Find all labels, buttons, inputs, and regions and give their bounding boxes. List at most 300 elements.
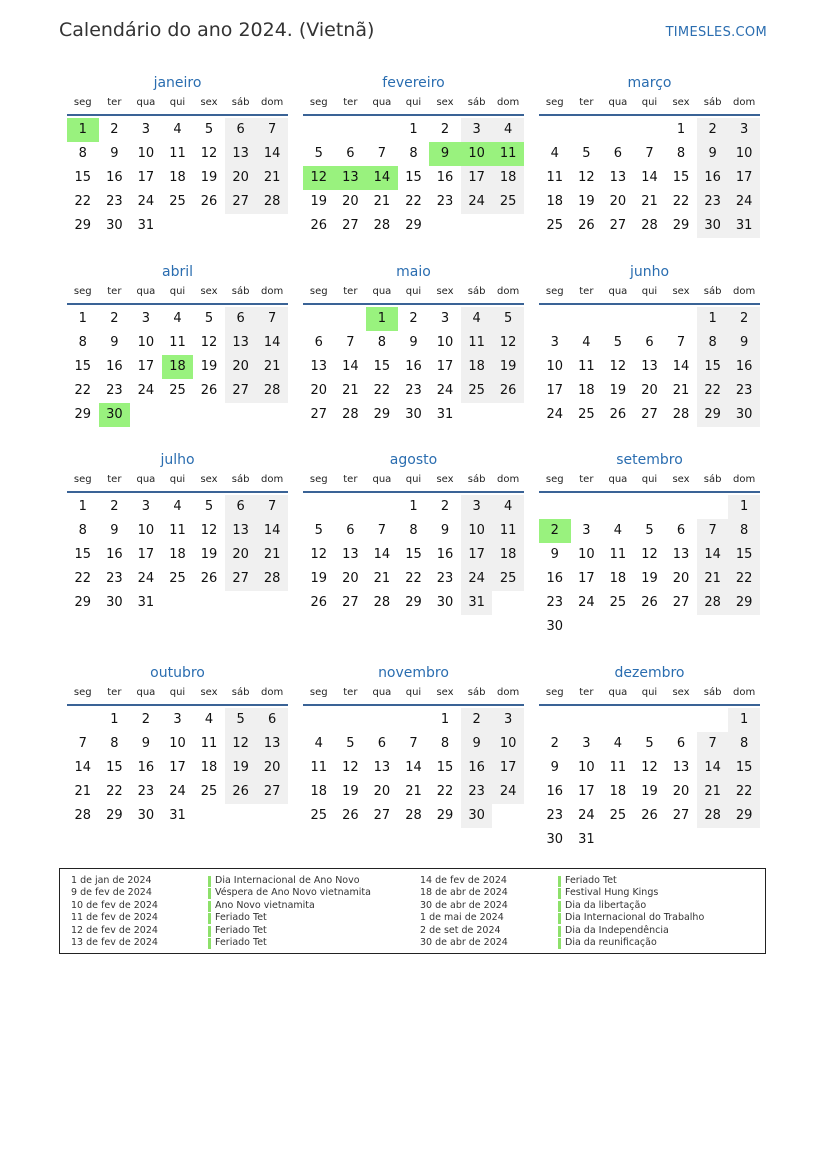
empty-cell bbox=[335, 495, 367, 519]
month-name: novembro bbox=[378, 665, 449, 681]
day-cell: 6 bbox=[225, 495, 257, 519]
empty-cell bbox=[539, 307, 571, 331]
day-cell: 24 bbox=[137, 571, 155, 586]
day-cell: 24 bbox=[728, 190, 760, 214]
empty-cell bbox=[634, 495, 666, 519]
day-cell: 30 bbox=[546, 619, 564, 634]
day-cell: 15 bbox=[74, 170, 92, 185]
weekday-label: sáb bbox=[467, 687, 486, 698]
weekday-header bbox=[539, 471, 760, 493]
day-grid bbox=[539, 708, 760, 852]
day-cell: 12 bbox=[342, 760, 359, 775]
day-cell: 17 bbox=[436, 359, 454, 374]
weekday-header bbox=[67, 471, 288, 493]
day-cell: 17 bbox=[461, 166, 493, 190]
weekday-label: sáb bbox=[231, 687, 250, 698]
day-cell: 23 bbox=[106, 571, 123, 586]
empty-cell bbox=[728, 615, 760, 639]
page-title: Calendário do ano 2024. (Vietnã) bbox=[59, 19, 375, 41]
day-cell: 1 bbox=[728, 708, 760, 732]
day-cell: 28 bbox=[373, 595, 391, 610]
day-cell: 4 bbox=[613, 736, 623, 751]
day-cell: 14 bbox=[256, 331, 288, 355]
weekday-label: sex bbox=[200, 286, 218, 297]
day-cell: 26 bbox=[200, 383, 218, 398]
day-cell: 26 bbox=[578, 218, 595, 233]
weekday-label: sáb bbox=[703, 97, 722, 108]
day-cell: 20 bbox=[310, 383, 328, 398]
empty-cell bbox=[225, 591, 257, 615]
weekday-label: sáb bbox=[703, 286, 722, 297]
weekday-label: qui bbox=[641, 286, 658, 297]
empty-cell bbox=[539, 708, 571, 732]
day-cell: 10 bbox=[578, 760, 595, 775]
empty-cell bbox=[256, 214, 288, 238]
day-cell: 14 bbox=[74, 760, 92, 775]
weekday-label: sex bbox=[436, 286, 454, 297]
day-cell: 8 bbox=[110, 736, 119, 751]
month-name: dezembro bbox=[614, 665, 685, 681]
empty-cell bbox=[335, 708, 367, 732]
month-name: maio bbox=[396, 264, 431, 280]
day-cell: 17 bbox=[137, 359, 155, 374]
weekday-label: qui bbox=[169, 286, 186, 297]
day-cell: 1 bbox=[67, 118, 99, 142]
day-cell: 19 bbox=[200, 547, 218, 562]
day-cell: 17 bbox=[492, 756, 524, 780]
weekday-label: qui bbox=[405, 474, 422, 485]
month-name: janeiro bbox=[153, 75, 202, 91]
weekday-label: dom bbox=[733, 474, 756, 485]
day-cell: 4 bbox=[492, 118, 524, 142]
day-cell: 23 bbox=[546, 595, 564, 610]
day-cell: 18 bbox=[461, 355, 493, 379]
day-cell: 1 bbox=[366, 307, 398, 331]
day-cell: 31 bbox=[137, 595, 155, 610]
empty-cell bbox=[492, 591, 524, 615]
day-cell: 16 bbox=[106, 547, 123, 562]
day-cell: 15 bbox=[405, 170, 422, 185]
day-cell: 18 bbox=[546, 194, 564, 209]
day-grid bbox=[67, 118, 288, 238]
day-cell: 23 bbox=[546, 808, 564, 823]
day-cell: 30 bbox=[405, 407, 422, 422]
day-cell: 10 bbox=[728, 142, 760, 166]
day-cell: 2 bbox=[550, 736, 559, 751]
day-cell: 12 bbox=[200, 523, 218, 538]
month-name: setembro bbox=[616, 452, 683, 468]
empty-cell bbox=[665, 828, 697, 852]
empty-cell bbox=[571, 708, 603, 732]
day-cell: 3 bbox=[492, 708, 524, 732]
weekday-label: qua bbox=[372, 687, 392, 698]
day-cell: 28 bbox=[256, 190, 288, 214]
day-cell: 15 bbox=[373, 359, 391, 374]
day-cell: 14 bbox=[342, 359, 359, 374]
month-outubro bbox=[67, 662, 288, 828]
weekday-label: seg bbox=[73, 97, 92, 108]
day-cell: 6 bbox=[314, 335, 323, 350]
weekday-label: sex bbox=[672, 286, 690, 297]
weekday-header bbox=[303, 94, 524, 116]
day-cell: 6 bbox=[225, 118, 257, 142]
day-cell: 29 bbox=[405, 595, 422, 610]
day-cell: 7 bbox=[645, 146, 654, 161]
day-cell: 14 bbox=[366, 166, 398, 190]
day-cell: 15 bbox=[405, 547, 422, 562]
weekday-label: ter bbox=[107, 687, 122, 698]
day-cell: 9 bbox=[697, 142, 729, 166]
day-cell: 25 bbox=[578, 407, 595, 422]
day-cell: 9 bbox=[440, 523, 450, 538]
weekday-label: sáb bbox=[467, 97, 486, 108]
month-setembro bbox=[539, 449, 760, 639]
empty-cell bbox=[602, 828, 634, 852]
day-cell: 4 bbox=[204, 712, 214, 727]
day-cell: 5 bbox=[204, 311, 214, 326]
day-cell: 13 bbox=[641, 359, 658, 374]
day-cell: 10 bbox=[137, 335, 155, 350]
day-cell: 28 bbox=[342, 407, 359, 422]
weekday-label: qui bbox=[405, 687, 422, 698]
legend-date: 14 de fev de 2024 bbox=[420, 875, 507, 886]
day-cell: 23 bbox=[137, 784, 155, 799]
weekday-label: seg bbox=[73, 474, 92, 485]
day-cell: 8 bbox=[728, 519, 760, 543]
day-cell: 7 bbox=[78, 736, 87, 751]
legend-holiday-name: Véspera de Ano Novo vietnamita bbox=[208, 887, 371, 900]
day-cell: 6 bbox=[645, 335, 654, 350]
day-cell: 16 bbox=[436, 547, 454, 562]
weekday-label: sáb bbox=[231, 97, 250, 108]
day-cell: 17 bbox=[578, 571, 595, 586]
day-cell: 5 bbox=[225, 708, 257, 732]
day-grid bbox=[303, 495, 524, 615]
legend-holiday-name: Feriado Tet bbox=[558, 875, 617, 888]
day-cell: 10 bbox=[137, 523, 155, 538]
day-cell: 25 bbox=[609, 595, 627, 610]
day-cell: 1 bbox=[697, 307, 729, 331]
empty-cell bbox=[665, 615, 697, 639]
day-cell: 10 bbox=[578, 547, 595, 562]
empty-cell bbox=[728, 828, 760, 852]
weekday-label: qua bbox=[136, 97, 156, 108]
empty-cell bbox=[303, 307, 335, 331]
day-cell: 24 bbox=[578, 808, 595, 823]
weekday-label: sáb bbox=[703, 687, 722, 698]
day-cell: 24 bbox=[436, 383, 454, 398]
day-cell: 8 bbox=[78, 335, 87, 350]
month-name: julho bbox=[160, 452, 195, 468]
weekday-header bbox=[539, 283, 760, 305]
weekday-label: qui bbox=[169, 687, 186, 698]
weekday-label: ter bbox=[107, 286, 122, 297]
weekday-label: qua bbox=[136, 286, 156, 297]
day-cell: 1 bbox=[78, 311, 87, 326]
day-cell: 30 bbox=[137, 808, 155, 823]
day-cell: 21 bbox=[74, 784, 92, 799]
legend-holiday-name: Feriado Tet bbox=[208, 912, 267, 925]
day-cell: 13 bbox=[225, 519, 257, 543]
day-cell: 6 bbox=[613, 146, 623, 161]
day-grid bbox=[303, 708, 524, 828]
day-cell: 14 bbox=[641, 170, 658, 185]
day-cell: 19 bbox=[200, 359, 218, 374]
day-cell: 21 bbox=[256, 166, 288, 190]
day-cell: 5 bbox=[346, 736, 355, 751]
day-cell: 25 bbox=[461, 379, 493, 403]
day-cell: 29 bbox=[672, 218, 690, 233]
legend-holiday-name: Ano Novo vietnamita bbox=[208, 900, 315, 913]
empty-cell bbox=[256, 403, 288, 427]
weekday-label: qua bbox=[608, 474, 628, 485]
day-cell: 12 bbox=[578, 170, 595, 185]
weekday-label: ter bbox=[343, 687, 358, 698]
empty-cell bbox=[162, 214, 194, 238]
day-cell: 19 bbox=[225, 756, 257, 780]
day-cell: 13 bbox=[672, 547, 690, 562]
day-cell: 22 bbox=[74, 571, 92, 586]
day-cell: 12 bbox=[225, 732, 257, 756]
weekday-label: sex bbox=[200, 474, 218, 485]
day-cell: 21 bbox=[697, 780, 729, 804]
weekday-label: dom bbox=[261, 687, 284, 698]
day-cell: 4 bbox=[582, 335, 591, 350]
empty-cell bbox=[67, 708, 99, 732]
day-cell: 3 bbox=[461, 495, 493, 519]
day-cell: 22 bbox=[373, 383, 391, 398]
month-name: agosto bbox=[389, 452, 438, 468]
day-cell: 14 bbox=[405, 760, 422, 775]
day-cell: 22 bbox=[697, 379, 729, 403]
day-cell: 16 bbox=[728, 355, 760, 379]
day-cell: 10 bbox=[436, 335, 454, 350]
day-cell: 3 bbox=[440, 311, 450, 326]
weekday-header bbox=[539, 684, 760, 706]
day-cell: 6 bbox=[256, 708, 288, 732]
day-cell: 26 bbox=[342, 808, 359, 823]
weekday-label: sáb bbox=[467, 474, 486, 485]
day-cell: 5 bbox=[492, 307, 524, 331]
day-cell: 30 bbox=[697, 214, 729, 238]
day-cell: 1 bbox=[728, 495, 760, 519]
empty-cell bbox=[665, 307, 697, 331]
day-cell: 26 bbox=[310, 595, 328, 610]
day-cell: 30 bbox=[106, 595, 123, 610]
weekday-label: ter bbox=[343, 474, 358, 485]
day-cell: 25 bbox=[492, 190, 524, 214]
day-cell: 19 bbox=[578, 194, 595, 209]
empty-cell bbox=[461, 214, 493, 238]
day-cell: 21 bbox=[256, 355, 288, 379]
day-cell: 24 bbox=[137, 383, 155, 398]
day-cell: 18 bbox=[492, 166, 524, 190]
day-cell: 20 bbox=[225, 166, 257, 190]
weekday-label: ter bbox=[579, 687, 594, 698]
day-cell: 3 bbox=[141, 122, 151, 137]
empty-cell bbox=[697, 495, 729, 519]
day-cell: 29 bbox=[74, 407, 92, 422]
day-cell: 12 bbox=[303, 166, 335, 190]
day-cell: 3 bbox=[582, 523, 591, 538]
weekday-label: sex bbox=[436, 474, 454, 485]
day-cell: 11 bbox=[609, 547, 627, 562]
legend-date: 30 de abr de 2024 bbox=[420, 937, 508, 948]
day-cell: 26 bbox=[200, 571, 218, 586]
day-cell: 15 bbox=[74, 359, 92, 374]
day-cell: 25 bbox=[609, 808, 627, 823]
month-name: junho bbox=[629, 264, 670, 280]
legend-holiday-name: Dia Internacional de Ano Novo bbox=[208, 875, 360, 888]
day-grid bbox=[67, 708, 288, 828]
day-cell: 18 bbox=[162, 355, 194, 379]
weekday-label: ter bbox=[579, 286, 594, 297]
legend-holiday-name: Dia da reunificação bbox=[558, 937, 657, 950]
day-cell: 24 bbox=[461, 567, 493, 591]
day-cell: 5 bbox=[314, 523, 323, 538]
day-cell: 5 bbox=[314, 146, 323, 161]
day-cell: 27 bbox=[373, 808, 391, 823]
month-maio bbox=[303, 261, 524, 427]
day-cell: 27 bbox=[225, 379, 257, 403]
weekday-label: qua bbox=[608, 286, 628, 297]
day-cell: 30 bbox=[99, 403, 131, 427]
day-cell: 31 bbox=[436, 407, 454, 422]
day-cell: 8 bbox=[409, 146, 418, 161]
legend-date: 12 de fev de 2024 bbox=[71, 924, 158, 936]
day-cell: 29 bbox=[728, 591, 760, 615]
month-março bbox=[539, 72, 760, 238]
day-cell: 11 bbox=[169, 523, 186, 538]
day-cell: 6 bbox=[346, 523, 355, 538]
empty-cell bbox=[256, 591, 288, 615]
day-cell: 20 bbox=[609, 194, 627, 209]
day-cell: 17 bbox=[546, 383, 564, 398]
weekday-label: seg bbox=[309, 687, 328, 698]
day-cell: 9 bbox=[461, 732, 493, 756]
empty-cell bbox=[162, 591, 194, 615]
day-cell: 4 bbox=[550, 146, 559, 161]
day-cell: 12 bbox=[200, 146, 218, 161]
day-cell: 3 bbox=[173, 712, 182, 727]
day-cell: 26 bbox=[609, 407, 627, 422]
weekday-label: seg bbox=[309, 474, 328, 485]
day-cell: 13 bbox=[335, 166, 367, 190]
day-cell: 4 bbox=[173, 122, 182, 137]
day-cell: 3 bbox=[550, 335, 559, 350]
day-cell: 5 bbox=[645, 736, 654, 751]
day-cell: 20 bbox=[373, 784, 391, 799]
weekday-label: dom bbox=[261, 97, 284, 108]
day-cell: 14 bbox=[373, 547, 391, 562]
day-cell: 9 bbox=[409, 335, 418, 350]
day-cell: 16 bbox=[405, 359, 422, 374]
day-cell: 19 bbox=[342, 784, 359, 799]
day-cell: 31 bbox=[728, 214, 760, 238]
day-cell: 16 bbox=[461, 756, 493, 780]
day-cell: 2 bbox=[697, 118, 729, 142]
month-julho bbox=[67, 449, 288, 615]
weekday-label: seg bbox=[73, 286, 92, 297]
day-cell: 5 bbox=[204, 499, 214, 514]
month-novembro bbox=[303, 662, 524, 828]
empty-cell bbox=[492, 403, 524, 427]
empty-cell bbox=[697, 615, 729, 639]
day-cell: 23 bbox=[436, 571, 454, 586]
day-cell: 21 bbox=[342, 383, 359, 398]
day-cell: 20 bbox=[342, 194, 359, 209]
day-cell: 16 bbox=[106, 170, 123, 185]
day-cell: 31 bbox=[169, 808, 186, 823]
empty-cell bbox=[193, 804, 225, 828]
day-cell: 20 bbox=[342, 571, 359, 586]
day-cell: 14 bbox=[672, 359, 690, 374]
day-cell: 19 bbox=[310, 571, 328, 586]
weekday-label: qui bbox=[641, 687, 658, 698]
day-cell: 22 bbox=[728, 567, 760, 591]
day-cell: 17 bbox=[169, 760, 186, 775]
empty-cell bbox=[602, 118, 634, 142]
day-cell: 11 bbox=[461, 331, 493, 355]
day-cell: 2 bbox=[440, 122, 450, 137]
weekday-label: seg bbox=[545, 474, 564, 485]
day-cell: 9 bbox=[110, 335, 119, 350]
day-cell: 29 bbox=[74, 595, 92, 610]
empty-cell bbox=[571, 615, 603, 639]
weekday-label: sáb bbox=[467, 286, 486, 297]
day-cell: 3 bbox=[582, 736, 591, 751]
day-cell: 11 bbox=[546, 170, 564, 185]
day-cell: 7 bbox=[256, 307, 288, 331]
day-cell: 24 bbox=[492, 780, 524, 804]
day-cell: 4 bbox=[492, 495, 524, 519]
day-cell: 12 bbox=[310, 547, 328, 562]
holiday-legend bbox=[59, 868, 766, 954]
day-cell: 27 bbox=[342, 218, 359, 233]
month-name: fevereiro bbox=[382, 75, 445, 91]
day-cell: 25 bbox=[492, 567, 524, 591]
empty-cell bbox=[602, 615, 634, 639]
day-cell: 5 bbox=[645, 523, 654, 538]
day-cell: 11 bbox=[609, 760, 627, 775]
day-cell: 25 bbox=[169, 194, 186, 209]
empty-cell bbox=[429, 214, 461, 238]
day-cell: 12 bbox=[492, 331, 524, 355]
weekday-label: qua bbox=[372, 474, 392, 485]
weekday-label: qui bbox=[405, 286, 422, 297]
day-cell: 24 bbox=[137, 194, 155, 209]
empty-cell bbox=[366, 495, 398, 519]
day-cell: 26 bbox=[492, 379, 524, 403]
day-cell: 28 bbox=[641, 218, 658, 233]
day-cell: 28 bbox=[405, 808, 422, 823]
day-cell: 29 bbox=[697, 403, 729, 427]
day-cell: 15 bbox=[106, 760, 123, 775]
empty-cell bbox=[539, 495, 571, 519]
site-link[interactable]: TIMESLES.COM bbox=[665, 25, 767, 40]
empty-cell bbox=[492, 214, 524, 238]
empty-cell bbox=[634, 708, 666, 732]
empty-cell bbox=[193, 214, 225, 238]
day-cell: 11 bbox=[200, 736, 218, 751]
day-cell: 17 bbox=[461, 543, 493, 567]
day-cell: 19 bbox=[492, 355, 524, 379]
day-cell: 4 bbox=[461, 307, 493, 331]
day-cell: 2 bbox=[110, 311, 119, 326]
day-cell: 23 bbox=[405, 383, 422, 398]
day-cell: 5 bbox=[613, 335, 623, 350]
day-cell: 4 bbox=[314, 736, 323, 751]
